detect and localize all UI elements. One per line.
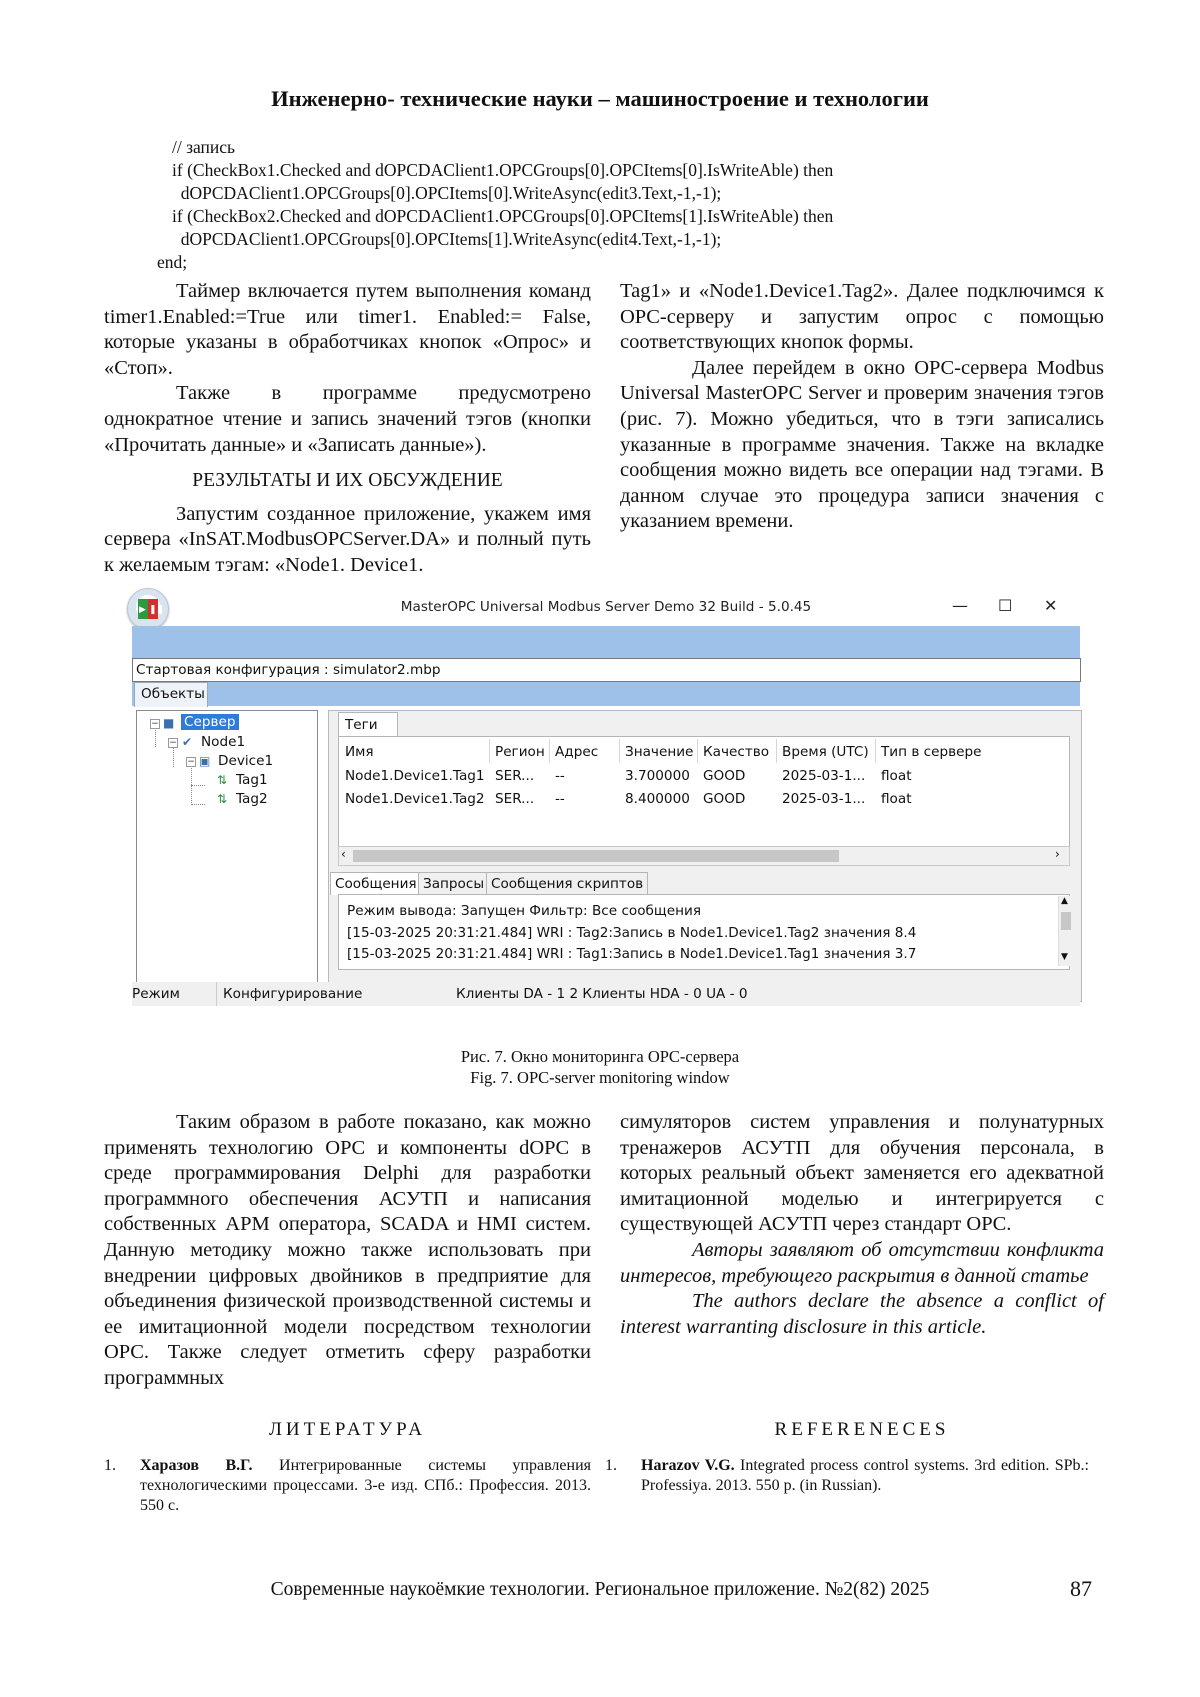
table-cell[interactable]: 8.400000	[625, 791, 690, 807]
table-cell[interactable]: GOOD	[703, 768, 746, 784]
collapse-icon[interactable]: −	[169, 738, 177, 748]
window-title: MasterOPC Universal Modbus Server Demo 32 Build - 5.0.45	[400, 599, 812, 615]
tabs-bar	[132, 682, 1080, 706]
table-cell[interactable]: --	[555, 791, 565, 807]
ribbon-bar	[132, 626, 1080, 658]
ref-author: Харазов В.Г.	[140, 1457, 253, 1474]
status-config: Конфигурирование	[216, 982, 362, 1006]
paragraph: симуляторов систем управления и полунатурных тренажеров АСУТП для обучения персонала, в которых реальный объект заменяется его адекватной имитационной моделью и интегрируется с существующей АСУТП через стандарт OPC.	[620, 1111, 1104, 1236]
scroll-thumb[interactable]	[353, 850, 839, 862]
collapse-icon[interactable]: −	[187, 757, 195, 767]
scroll-thumb[interactable]	[1061, 912, 1071, 930]
table-cell[interactable]: 2025-03-1...	[782, 768, 866, 784]
code-line: if (CheckBox2.Checked and dOPCDAClient1.OPCGroups[0].OPCItems[1].IsWriteAble) then	[172, 206, 834, 226]
running-header: Инженерно- технические науки – машиностроение и технологии	[271, 86, 929, 111]
column-header[interactable]: Тип в сервере	[881, 744, 982, 760]
tree-item-tag1[interactable]: Tag1	[236, 772, 268, 788]
log-line: [15-03-2025 20:31:21.484] WRI : Tag2:Запись в Node1.Device1.Tag2 значения 8.4	[347, 925, 917, 941]
column-header[interactable]: Время (UTC)	[782, 744, 869, 760]
messages-log	[338, 894, 1070, 970]
table-cell[interactable]: Node1.Device1.Tag2	[345, 791, 485, 807]
app-logo-icon: ▶ ❚❚	[127, 588, 169, 630]
tag-icon: ⇅	[217, 792, 228, 806]
tree-item-server[interactable]: Сервер	[181, 714, 239, 730]
tab-objects[interactable]: Объекты	[134, 682, 208, 707]
maximize-button[interactable]: ☐	[998, 596, 1013, 615]
column-header[interactable]: Значение	[625, 744, 694, 760]
tag-icon: ⇅	[217, 773, 228, 787]
log-line: [15-03-2025 20:31:21.484] WRI : Tag1:Запись в Node1.Device1.Tag1 значения 3.7	[347, 946, 917, 962]
code-line: if (CheckBox1.Checked and dOPCDAClient1.OPCGroups[0].OPCItems[0].IsWriteAble) then	[172, 160, 834, 180]
table-cell[interactable]: float	[881, 791, 912, 807]
status-clients: Клиенты DA - 1 2 Клиенты HDA - 0 UA - 0	[456, 986, 748, 1002]
tab-requests[interactable]: Запросы	[418, 872, 489, 896]
table-cell[interactable]: SER...	[495, 791, 535, 807]
server-icon: ■	[163, 716, 175, 730]
status-mode: Режим	[132, 986, 180, 1002]
column-header[interactable]: Имя	[345, 744, 374, 760]
reference-item	[605, 1456, 1089, 1496]
table-cell[interactable]: SER...	[495, 768, 535, 784]
node-icon: ✔	[182, 735, 193, 749]
config-path: Стартовая конфигурация : simulator2.mbp	[132, 658, 1081, 682]
conflict-statement-en: The authors declare the absence a conflict of interest warranting disclosure in this article.	[620, 1290, 1104, 1338]
paragraph: Tag1» и «Node1.Device1.Tag2». Далее подключимся к OPC-серверу и запустим опрос с помощью соответствующих кнопок формы.	[620, 280, 1104, 354]
device-icon: ▣	[199, 754, 211, 768]
opc-server-window	[132, 590, 1080, 1036]
tab-tags[interactable]: Теги	[338, 712, 398, 737]
code-listing	[157, 136, 834, 274]
ref-number: 1.	[605, 1457, 617, 1474]
minimize-button[interactable]: —	[952, 596, 968, 615]
tags-table	[338, 736, 1070, 848]
ref-text: Интегрированные системы управления технологическими процессами. 3-е изд. СПб.: Профессия. 2013. 550 с.	[140, 1457, 591, 1514]
ref-number: 1.	[104, 1457, 116, 1474]
paragraph: Также в программе предусмотрено однократное чтение и запись значений тэгов (кнопки «Прочитать данные» и «Записать данные»).	[104, 382, 591, 456]
status-bar	[132, 982, 1080, 1006]
table-cell[interactable]: 3.700000	[625, 768, 690, 784]
paragraph: Таймер включается путем выполнения команд timer1.Enabled:=True или timer1. Enabled:= False, которые указаны в обработчиках кнопок «Опрос» и «Стоп».	[104, 280, 591, 379]
column-header[interactable]: Качество	[703, 744, 770, 760]
collapse-icon[interactable]: −	[151, 719, 159, 729]
scroll-down-icon[interactable]: ▼	[1061, 952, 1068, 962]
bottom-right-column	[620, 1110, 1104, 1340]
code-line: dOPCDAClient1.OPCGroups[0].OPCItems[1].WriteAsync(edit4.Text,-1,-1);	[172, 229, 722, 249]
tab-messages[interactable]: Сообщения	[330, 872, 422, 895]
top-right-column	[620, 279, 1104, 535]
tree-item-tag2[interactable]: Tag2	[236, 791, 268, 807]
paragraph: Запустим созданное приложение, укажем имя сервера «InSAT.ModbusOPCServer.DA» и полный путь к желаемым тэгам: «Node1. Device1.	[104, 502, 591, 576]
paragraph: Таким образом в работе показано, как можно применять технологию OPC и компоненты dOPC в среде программирования Delphi для разработки программного обеспечения АСУТП и написания собственных АРМ оператора, SCADA и HMI систем. Данную методику можно также использовать при внедрении цифровых двойников в предприятие для объединения физической производственной системы и ее имитационной модели посредством технологии OPC. Также следует отметить сферу разработки программных	[104, 1111, 591, 1389]
column-header[interactable]: Адрес	[555, 744, 599, 760]
ref-author: Harazov V.G.	[641, 1457, 735, 1474]
table-cell[interactable]: float	[881, 768, 912, 784]
tree-item-device[interactable]: Device1	[218, 753, 274, 769]
paragraph: Далее перейдем в окно OPC-сервера Modbus Universal MasterOPC Server и проверим значения тэгов (рис. 7). Можно убедиться, что в тэги записались указанные в программе значения. Также на вкладке сообщения можно видеть все операции над тэгами. В данном случае это процедура записи значения с указанием времени.	[620, 356, 1104, 533]
scroll-up-icon[interactable]: ▲	[1061, 896, 1068, 906]
table-cell[interactable]: --	[555, 768, 565, 784]
code-line: dOPCDAClient1.OPCGroups[0].OPCItems[0].WriteAsync(edit3.Text,-1,-1);	[172, 183, 722, 203]
conflict-statement-ru: Авторы заявляют об отсутствии конфликта интересов, требующего раскрытия в данной статье	[620, 1238, 1104, 1287]
page-number: 87	[1070, 1576, 1092, 1601]
references-heading: REFERENECES	[774, 1419, 950, 1440]
tab-script-messages[interactable]: Сообщения скриптов	[486, 872, 648, 896]
journal-footer: Современные наукоёмкие технологии. Региональное приложение. №2(82) 2025	[270, 1579, 930, 1600]
section-heading: РЕЗУЛЬТАТЫ И ИХ ОБСУЖДЕНИЕ	[192, 470, 503, 492]
table-cell[interactable]: Node1.Device1.Tag1	[345, 768, 485, 784]
figure-caption-ru: Рис. 7. Окно мониторинга OPC-сервера	[460, 1047, 740, 1066]
tree-item-node[interactable]: Node1	[201, 734, 246, 750]
log-line: Режим вывода: Запущен Фильтр: Все сообщения	[347, 903, 702, 919]
vertical-scrollbar[interactable]	[1058, 896, 1073, 966]
close-button[interactable]: ✕	[1044, 596, 1058, 615]
code-line: end;	[157, 252, 188, 272]
horizontal-scrollbar[interactable]	[338, 846, 1070, 866]
scroll-right-icon[interactable]: ›	[1055, 847, 1060, 861]
literature-item	[104, 1456, 591, 1516]
object-tree	[136, 710, 318, 992]
table-cell[interactable]: 2025-03-1...	[782, 791, 866, 807]
ref-text: Integrated process control systems. 3rd edition. SPb.: Professiya. 2013. 550 p. (in Russian).	[641, 1457, 1089, 1494]
table-cell[interactable]: GOOD	[703, 791, 746, 807]
figure-caption-en: Fig. 7. OPC-server monitoring window	[470, 1068, 730, 1087]
scroll-left-icon[interactable]: ‹	[341, 847, 346, 861]
column-header[interactable]: Регион	[495, 744, 545, 760]
bottom-left-column	[104, 1110, 591, 1392]
code-line: // запись	[172, 137, 236, 157]
top-left-column	[104, 279, 591, 579]
literature-heading: ЛИТЕРАТУРА	[269, 1419, 426, 1440]
